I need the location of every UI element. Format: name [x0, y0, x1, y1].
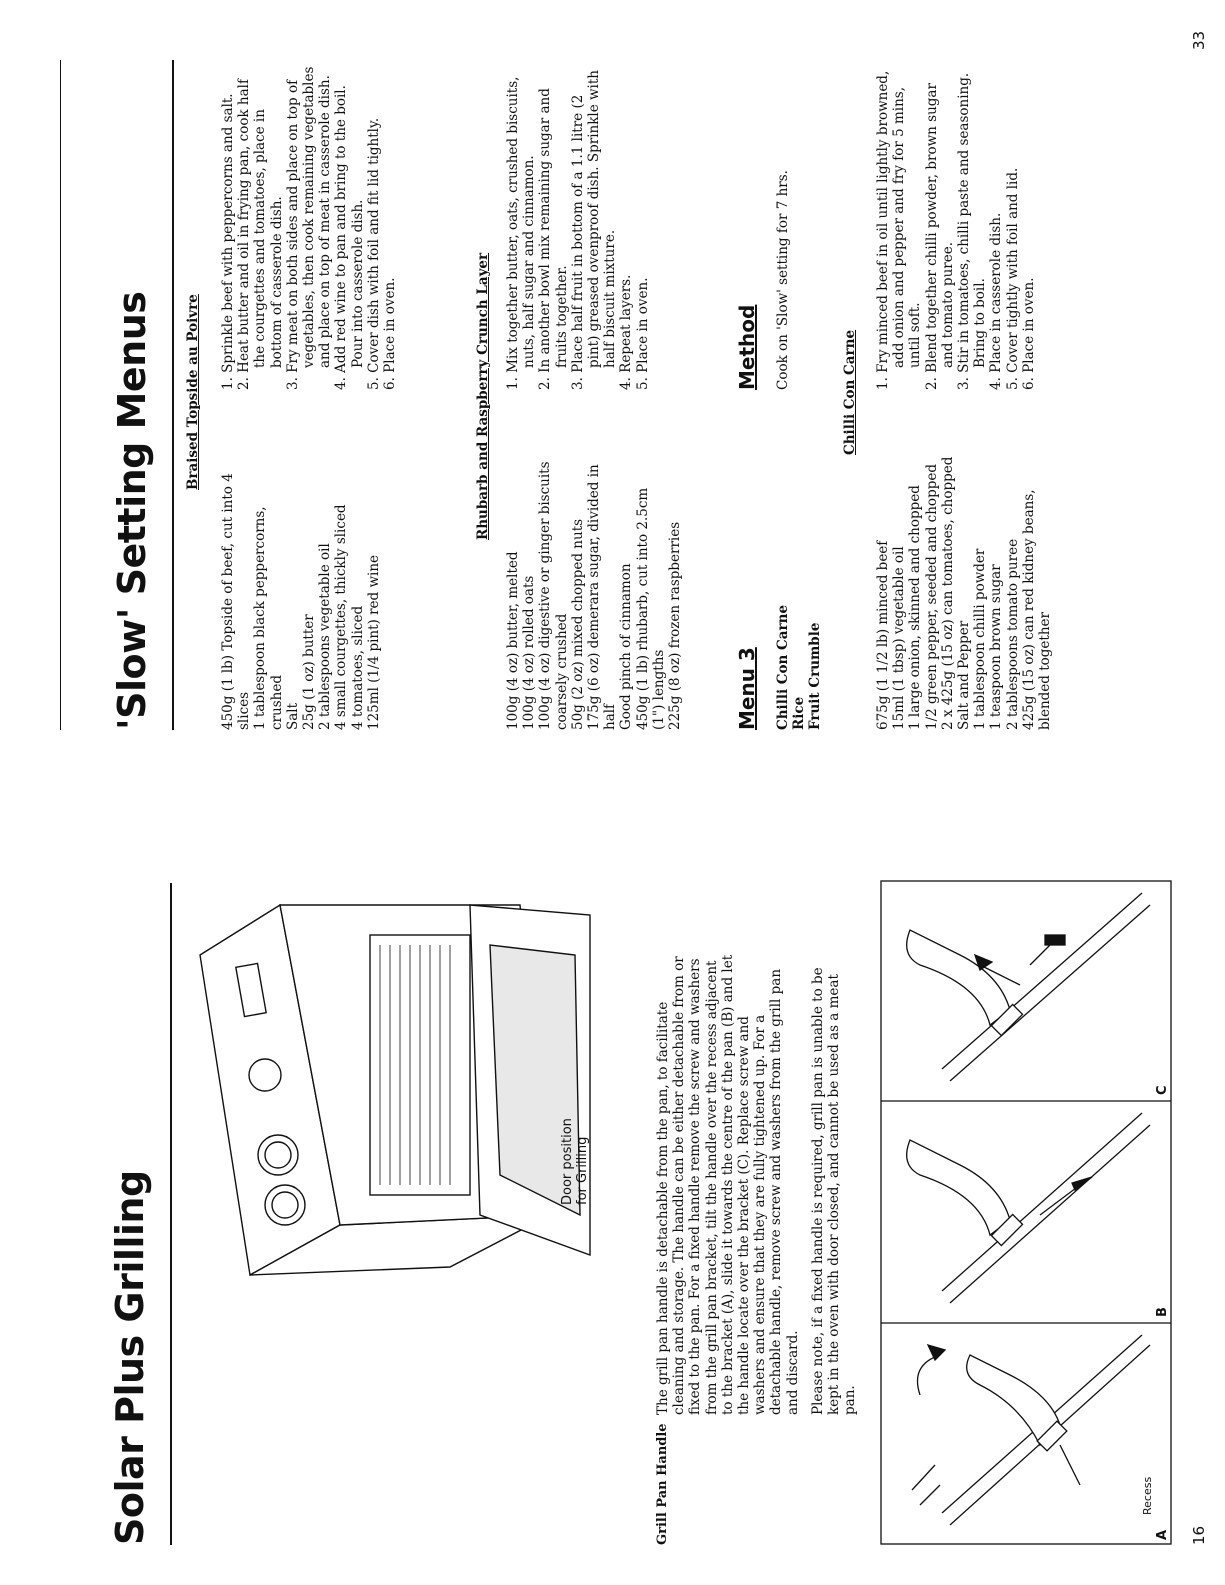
- right-top-rule: [60, 60, 61, 730]
- rhubarb-steps: 1. Mix together butter, oats, crushed biscuits, nuts, half sugar and cinnamon. 2. In another bowl mix remaining sugar and fruits together. 3. Place half fruit in bottom of a 1.1 litre (2 pint) greased ovenproof dish. Sprinkle with half biscuit mixture. 4. Repeat layers. 5. Place in oven.: [505, 70, 651, 390]
- rhubarb-heading: Rhubarb and Raspberry Crunch Layer: [475, 252, 491, 540]
- braised-steps: 1. Sprinkle beef with peppercorns and salt. 2. Heat butter and oil in frying pan, cook half the courgettes and tomatoes, place in bottom of casserole dish. 3. Fry meat on both sides and place on top of vegetables, then cook remaining vegetables and place on top of meat in casserole dish. 4. Add red wine to pan and bring to the boil. Pour into casserole dish. 5. Cover dish with foil and fit lid tightly. 6. Place in oven.: [220, 66, 399, 390]
- left-title-rule: [170, 883, 172, 1545]
- grill-pan-paragraph-1: The grill pan handle is detachable from the pan, to facilitate cleaning and storage. The handle can be either detachable from or fixed to the pan. For a fixed handle remove the screw and washers from the grill pan bracket, tilt the handle over the recess adjacent to the bracket (A), slide it towards the centre of the pan (B) and let the handle locate over the bracket (C). Replace screw and washers and ensure that they are fully tightened up. For a detachable handle, remove screw and washers from the grill pan and discard.: [655, 954, 801, 1415]
- door-caption: Door position for Grilling: [560, 1118, 590, 1205]
- right-page-number: 33: [1190, 30, 1208, 50]
- braised-heading: Braised Topside au Poivre: [185, 294, 201, 490]
- grill-pan-handle-label: Grill Pan Handle: [655, 1423, 670, 1545]
- grill-pan-paragraph-2: Please note, if a fixed handle is required, grill pan is unable to be kept in the oven with door closed, and cannot be used as a meat pan.: [810, 967, 859, 1415]
- braised-ingredients: 450g (1 lb) Topside of beef, cut into 4 slices 1 tablespoon black peppercorns, crushed Salt 25g (1 oz) butter 2 tablespoons vegetable oil 4 small courgettes, thickly sliced 4 tomatoes, sliced 125ml (1/4 pint) red wine: [220, 473, 382, 730]
- chilli-ingredients: 675g (1 1/2 lb) minced beef 15ml (1 tbsp) vegetable oil 1 large onion, skinned and chopped 1/2 green pepper, seeded and chopped 2 x 425g (15 oz) can tomatoes, chopped Salt and Pepper 1 tablespoon chilli powder 1 teaspoon brown sugar 2 tablespoons tomato puree 425g (15 oz) can red kidney beans, blended together: [875, 456, 1054, 730]
- panel-label-b: B: [1155, 1307, 1170, 1317]
- left-page-title: Solar Plus Grilling: [108, 1170, 152, 1545]
- menu3-items: Chilli Con Carne Rice Fruit Crumble: [775, 604, 824, 730]
- right-title-rule: [172, 60, 174, 730]
- method-text: Cook on 'Slow' setting for 7 hrs.: [775, 170, 791, 390]
- rhubarb-ingredients: 100g (4 oz) butter, melted 100g (4 oz) rolled oats 100g (4 oz) digestive or ginger biscuits coarsely crushed 50g (2 oz) mixed chopped nuts 175g (6 oz) demerara sugar, divided in half Good pinch of cinnamon 450g (1 lb) rhubarb, cut into 2.5cm (1") lengths 225g (8 oz) frozen raspberries: [505, 461, 684, 730]
- panel-label-c: C: [1155, 1085, 1170, 1095]
- chilli-heading: Chilli Con Carne: [842, 329, 858, 455]
- left-page-number: 16: [1190, 1525, 1208, 1545]
- menu3-heading: Menu 3: [735, 647, 759, 730]
- method-heading: Method: [735, 304, 759, 390]
- chilli-steps: 1. Fry minced beef in oil until lightly browned, add onion and pepper and fry for 5 mins, until soft. 2. Blend together chilli powder, brown sugar and tomato puree. 3. Stir in tomatoes, chilli paste and seasoning. Bring to boil. 4. Place in casserole dish. 5. Cover tightly with foil and lid. 6. Place in oven.: [875, 70, 1037, 390]
- handle-diagram-panels: [880, 880, 1200, 1545]
- recess-label: Recess: [1141, 1476, 1154, 1515]
- panel-label-a: A: [1155, 1529, 1170, 1540]
- right-page-title: 'Slow' Setting Menus: [110, 291, 154, 730]
- oven-illustration: [190, 895, 600, 1315]
